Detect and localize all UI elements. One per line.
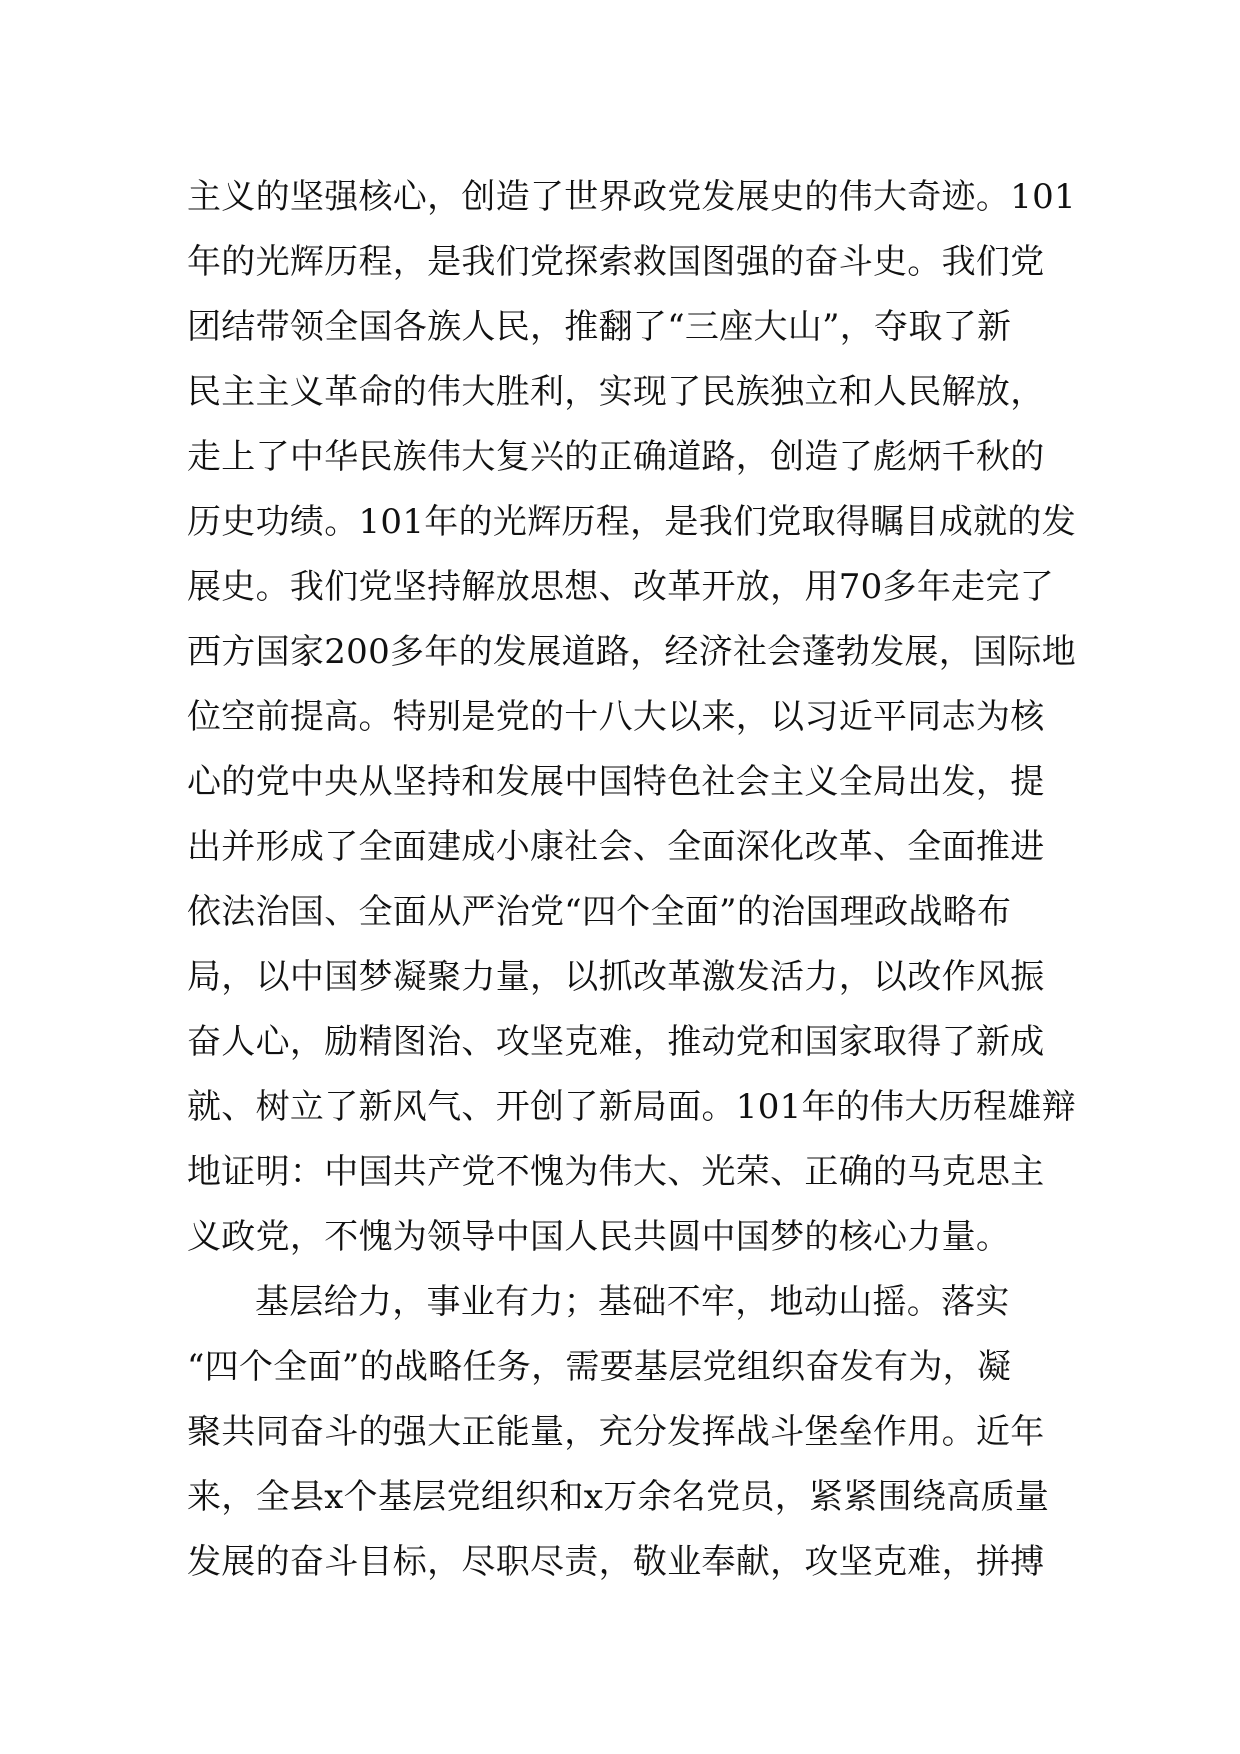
text-line-indented: 基层给力，事业有力；基础不牢，地动山摇。落实 xyxy=(255,1282,1010,1322)
text-line: 主义的坚强核心，创造了世界政党发展史的伟大奇迹。101 xyxy=(187,177,1076,217)
text-line: 年的光辉历程，是我们党探索救国图强的奋斗史。我们党 xyxy=(187,242,1045,282)
text-line: 来，全县x个基层党组织和x万余名党员，紧紧围绕高质量 xyxy=(187,1477,1050,1517)
document-body xyxy=(187,165,1076,1595)
text-line: 就、树立了新风气、开创了新局面。101年的伟大历程雄辩 xyxy=(187,1087,1076,1127)
text-line: 走上了中华民族伟大复兴的正确道路，创造了彪炳千秋的 xyxy=(187,437,1045,477)
text-line: 展史。我们党坚持解放思想、改革开放，用70多年走完了 xyxy=(187,567,1055,607)
text-line: 位空前提高。特别是党的十八大以来，以习近平同志为核 xyxy=(187,697,1045,737)
text-line: 依法治国、全面从严治党“四个全面”的治国理政战略布 xyxy=(187,892,1012,932)
text-line: 地证明：中国共产党不愧为伟大、光荣、正确的马克思主 xyxy=(187,1152,1045,1192)
text-line: 团结带领全国各族人民，推翻了“三座大山”，夺取了新 xyxy=(187,307,1012,347)
text-line: 发展的奋斗目标，尽职尽责，敬业奉献，攻坚克难，拼搏 xyxy=(187,1542,1045,1582)
text-line: 出并形成了全面建成小康社会、全面深化改革、全面推进 xyxy=(187,827,1045,867)
text-line: “四个全面”的战略任务，需要基层党组织奋发有为，凝 xyxy=(187,1347,1012,1387)
text-line: 历史功绩。101年的光辉历程，是我们党取得瞩目成就的发 xyxy=(187,502,1076,542)
text-line: 民主主义革命的伟大胜利，实现了民族独立和人民解放， xyxy=(187,372,1045,412)
text-line: 奋人心，励精图治、攻坚克难，推动党和国家取得了新成 xyxy=(187,1022,1045,1062)
text-line: 西方国家200多年的发展道路，经济社会蓬勃发展，国际地 xyxy=(187,632,1076,672)
text-line: 聚共同奋斗的强大正能量，充分发挥战斗堡垒作用。近年 xyxy=(187,1412,1045,1452)
paragraph-1 xyxy=(187,165,1076,1270)
text-line: 义政党，不愧为领导中国人民共圆中国梦的核心力量。 xyxy=(187,1217,1011,1257)
text-line: 心的党中央从坚持和发展中国特色社会主义全局出发，提 xyxy=(187,762,1045,802)
paragraph-2 xyxy=(187,1270,1057,1595)
text-line: 局，以中国梦凝聚力量，以抓改革激发活力，以改作风振 xyxy=(187,957,1045,997)
